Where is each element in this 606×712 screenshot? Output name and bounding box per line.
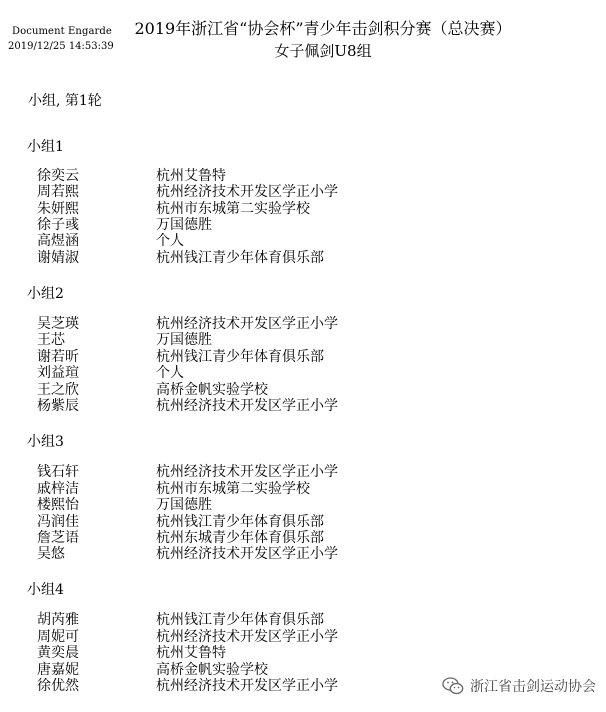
fencer-name: 周若熙 <box>37 184 79 200</box>
fencer-name: 唐嘉妮 <box>37 662 79 678</box>
fencer-name: 胡芮雅 <box>37 612 79 628</box>
club-name: 杭州东城青少年体育俱乐部 <box>156 530 324 546</box>
fencer-name: 刘益瑄 <box>37 365 79 381</box>
fencer-name: 徐子彧 <box>37 217 79 233</box>
club-name: 杭州钱江青少年体育俱乐部 <box>156 250 324 266</box>
fencer-name: 戚梓洁 <box>37 481 79 497</box>
fencer-name: 谢婧淑 <box>37 250 79 266</box>
fencer-name: 朱妍熙 <box>37 201 79 217</box>
fencer-name: 楼熙怡 <box>37 497 79 513</box>
club-name: 个人 <box>156 365 184 381</box>
watermark <box>442 676 596 696</box>
wechat-icon <box>442 677 464 695</box>
fencer-name: 徐优然 <box>37 678 79 694</box>
club-name: 高桥金帆实验学校 <box>156 662 268 678</box>
fencer-name: 钱石轩 <box>37 464 79 480</box>
club-name: 杭州钱江青少年体育俱乐部 <box>156 612 324 628</box>
club-name: 万国德胜 <box>156 217 212 233</box>
fencer-name: 吴芝瑛 <box>37 316 79 332</box>
club-name: 杭州经济技术开发区学正小学 <box>156 546 338 562</box>
fencer-name: 吴悠 <box>37 546 65 562</box>
club-name: 杭州艾鲁特 <box>156 168 226 184</box>
fencer-name: 徐奕云 <box>37 168 79 184</box>
fencer-name: 詹芝语 <box>37 530 79 546</box>
club-name: 万国德胜 <box>156 497 212 513</box>
document-app-name: Document Engarde <box>12 26 112 37</box>
fencer-name: 冯润佳 <box>37 514 79 530</box>
fencer-name: 王之欣 <box>37 382 79 398</box>
pool-title: 小组1 <box>27 139 64 155</box>
fencer-name: 谢若昕 <box>37 349 79 365</box>
document-timestamp: 2019/12/25 14:53:39 <box>8 41 114 52</box>
club-name: 杭州经济技术开发区学正小学 <box>156 629 338 645</box>
pool-title: 小组4 <box>27 582 64 598</box>
club-name: 万国德胜 <box>156 332 212 348</box>
pool-title: 小组2 <box>27 286 64 302</box>
club-name: 杭州经济技术开发区学正小学 <box>156 464 338 480</box>
fencer-name: 高煜涵 <box>37 233 79 249</box>
club-name: 杭州市东城第二实验学校 <box>156 201 310 217</box>
fencer-name: 王芯 <box>37 332 65 348</box>
club-name: 杭州经济技术开发区学正小学 <box>156 398 338 414</box>
club-name: 杭州钱江青少年体育俱乐部 <box>156 514 324 530</box>
fencer-name: 杨紫辰 <box>37 398 79 414</box>
fencer-name: 黄奕晨 <box>37 645 79 661</box>
pool-title: 小组3 <box>27 434 64 450</box>
page-subtitle: 女子佩剑U8组 <box>274 42 372 60</box>
club-name: 杭州艾鲁特 <box>156 645 226 661</box>
club-name: 个人 <box>156 233 184 249</box>
round-title: 小组, 第1轮 <box>28 93 102 109</box>
club-name: 杭州经济技术开发区学正小学 <box>156 316 338 332</box>
club-name: 杭州经济技术开发区学正小学 <box>156 678 338 694</box>
watermark-text: 浙江省击剑运动协会 <box>470 679 596 695</box>
club-name: 杭州钱江青少年体育俱乐部 <box>156 349 324 365</box>
club-name: 杭州市东城第二实验学校 <box>156 481 310 497</box>
fencer-name: 周妮可 <box>37 629 79 645</box>
page-title: 2019年浙江省“协会杯”青少年击剑积分赛（总决赛） <box>134 19 512 38</box>
club-name: 杭州经济技术开发区学正小学 <box>156 184 338 200</box>
club-name: 高桥金帆实验学校 <box>156 382 268 398</box>
